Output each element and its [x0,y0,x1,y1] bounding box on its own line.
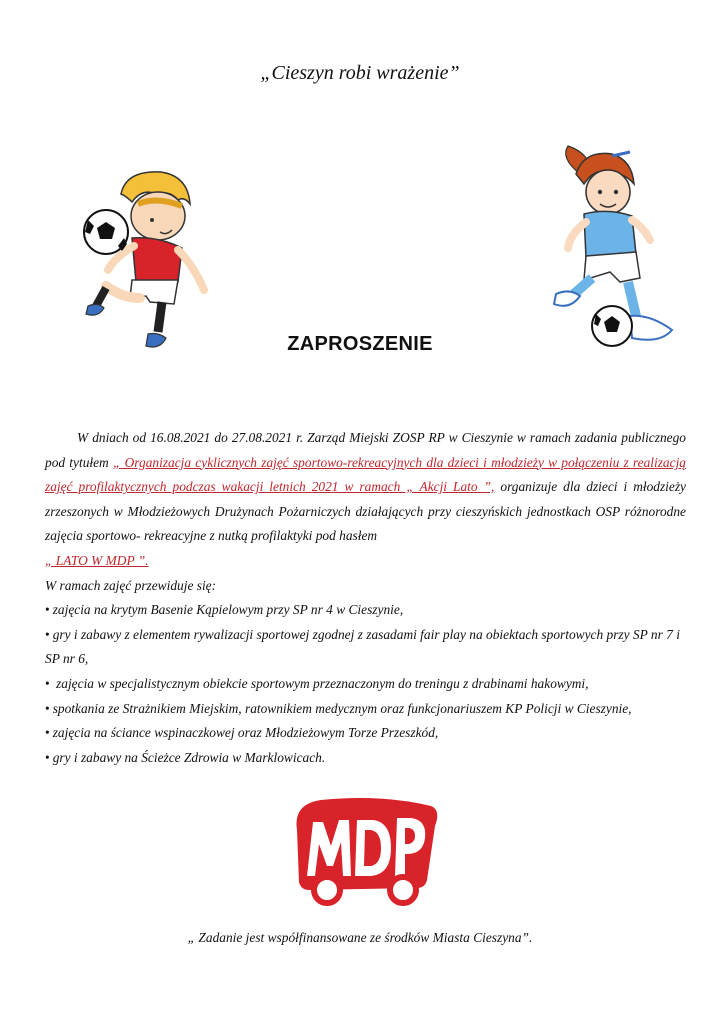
intro-text: W dniach od 16.08.2021 do 27.08.2021 r. Zarząd Miejski ZOSP RP w Cieszynie w ramach zadania publicznego pod tytułem [45,430,686,470]
bullet-icon: • [45,675,50,691]
document-body [45,426,686,770]
bullet-icon: • [45,749,50,765]
funding-note: „ Zadanie jest współfinansowane ze środków Miasta Cieszyna”. [187,930,533,945]
page-title: „Cieszyn robi wrażenie” [260,62,460,84]
list-item: • gry i zabawy na Ścieżce Zdrowia w Marklowicach. [45,749,326,765]
girl-footballer-illustration [540,144,690,354]
bullet-icon: • [45,700,50,716]
boy-footballer-illustration [66,166,211,356]
invitation-heading: ZAPROSZENIE [287,333,433,355]
slogan: „ LATO W MDP ”. [45,552,149,568]
paragraph-middle: organizuje dla dzieci i młodzieży zrzeszonych w Młodzieżowych Drużynach Pożarniczych działających przy cieszyńskich jednostkach OSP różnorodne zajęcia sportowo- rekreacyjne z nutką profilaktyki pod hasłem [45,479,687,544]
bullet-icon: • [45,725,50,741]
list-item: • zajęcia w specjalistycznym obiekcie sportowym przeznaczonym do treningu z drabinami hakowymi, [45,675,589,691]
list-item: • zajęcia na krytym Basenie Kąpielowym przy SP nr 4 w Cieszynie, [45,602,404,618]
list-item: • gry i zabawy z elementem rywalizacji sportowej zgodnej z zasadami fair play na obiektach sportowych przy SP nr 7 i SP nr 6, [45,626,680,667]
list-intro: W ramach zajęć przewiduje się: [45,577,217,593]
intro-paragraph [45,426,686,549]
project-title: „ Organizacja cyklicznych zajęć sportowo-rekreacyjnych dla dzieci i młodzieży w połączeniu z realizacją zajęć profilaktycznych podczas wakacji letnich 2021 w ramach „ Akcji Lato ”, [45,454,686,495]
bullet-icon: • [45,602,50,618]
list-item: • spotkania ze Strażnikiem Miejskim, ratownikiem medycznym oraz funkcjonariuszem KP Policji w Cieszynie, [45,700,632,716]
bullet-icon: • [45,626,50,642]
mdp-logo [291,796,441,908]
activity-list [45,598,686,770]
list-item: • zajęcia na ściance wspinaczkowej oraz Młodzieżowym Torze Przeszkód, [45,725,439,741]
